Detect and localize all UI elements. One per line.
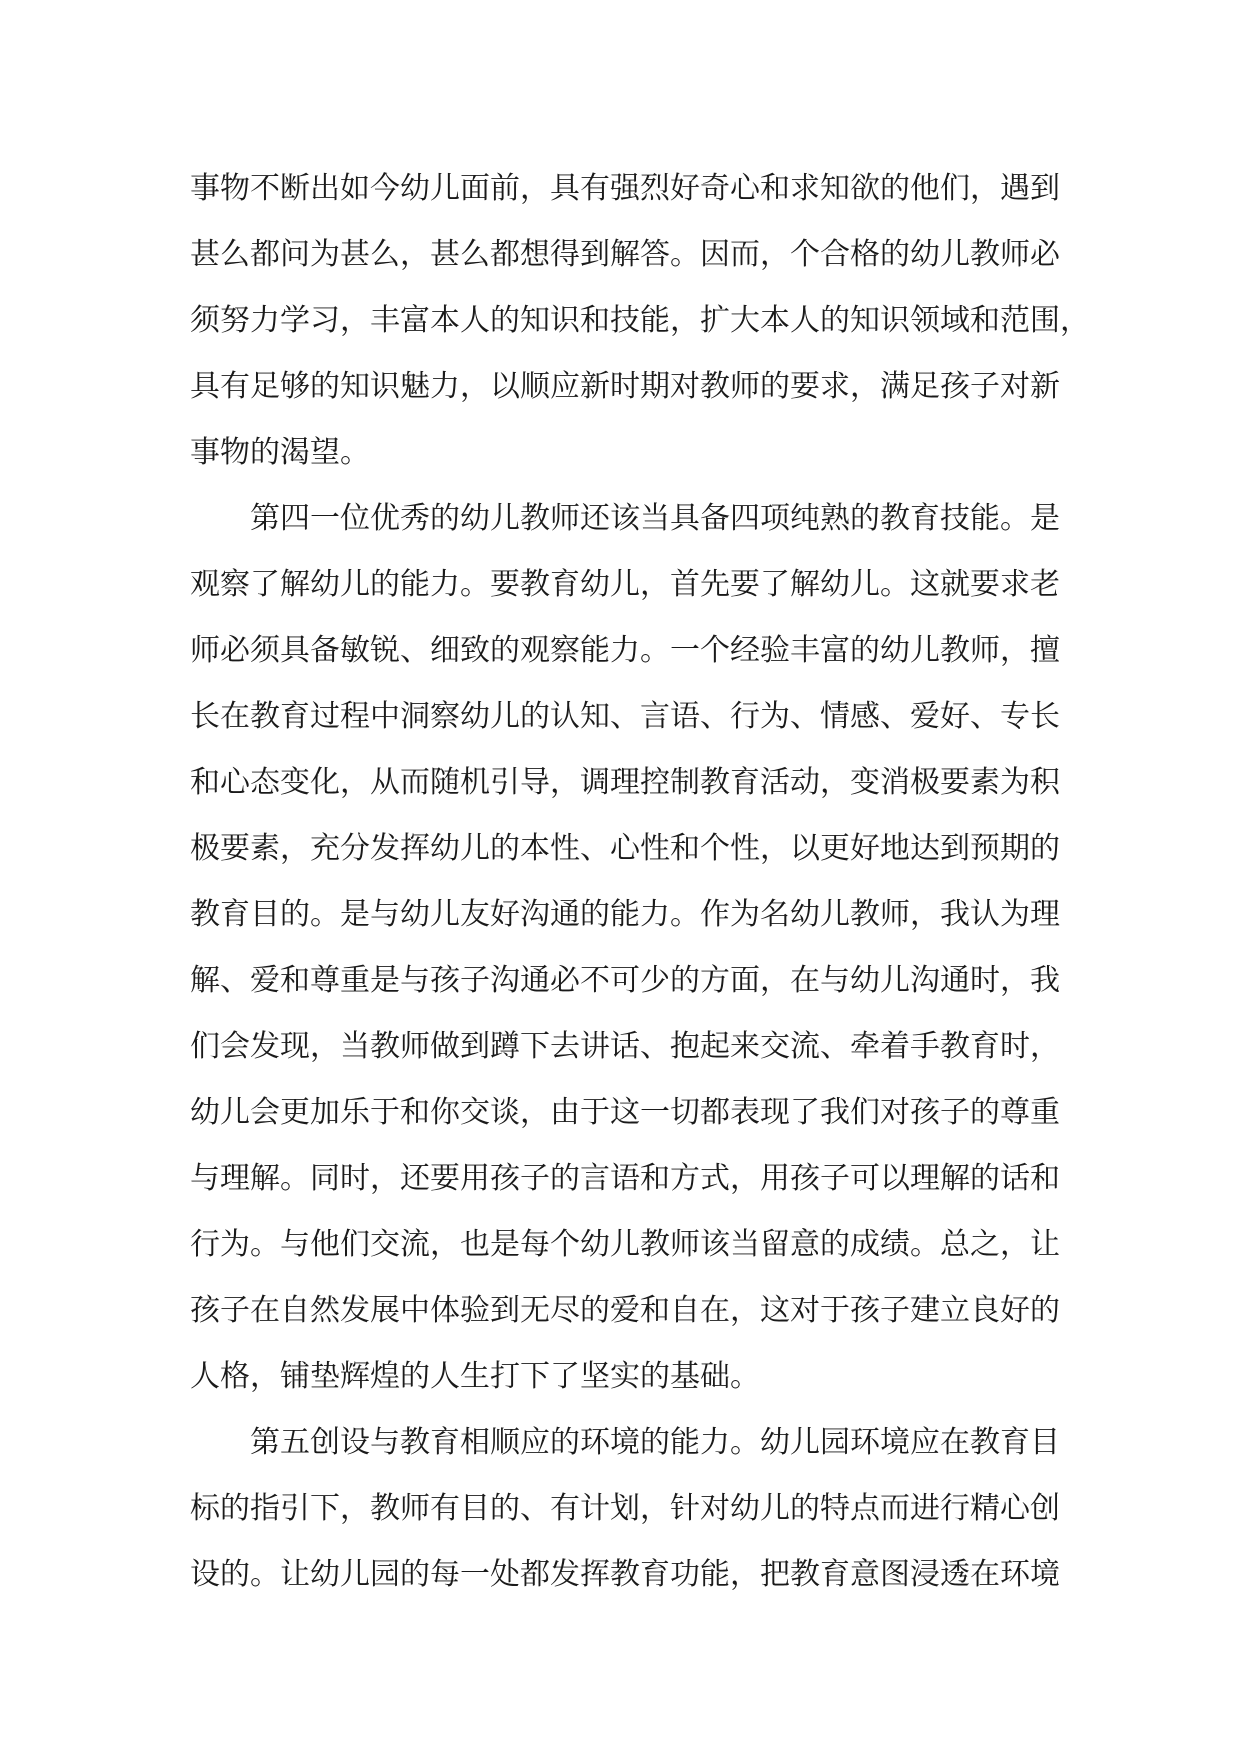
text-line: 师必须具备敏锐、细致的观察能力。一个经验丰富的幼儿教师，擅 bbox=[190, 633, 1060, 668]
text-line: 第五创设与教育相顺应的环境的能力。幼儿园环境应在教育目 bbox=[250, 1425, 1060, 1460]
text-line: 标的指引下，教师有目的、有计划，针对幼儿的特点而进行精心创 bbox=[190, 1491, 1060, 1526]
text-line: 和心态变化，从而随机引导，调理控制教育活动，变消极要素为积 bbox=[190, 765, 1060, 800]
document-body bbox=[190, 156, 1090, 1608]
text-line: 幼儿会更加乐于和你交谈，由于这一切都表现了我们对孩子的尊重 bbox=[190, 1095, 1060, 1130]
text-line: 事物的渴望。 bbox=[190, 435, 370, 470]
text-line: 甚么都问为甚么，甚么都想得到解答。因而，个合格的幼儿教师必 bbox=[190, 237, 1060, 272]
text-line: 与理解。同时，还要用孩子的言语和方式，用孩子可以理解的话和 bbox=[190, 1161, 1060, 1196]
text-line: 孩子在自然发展中体验到无尽的爱和自在，这对于孩子建立良好的 bbox=[190, 1293, 1060, 1328]
text-line: 们会发现，当教师做到蹲下去讲话、抱起来交流、牵着手教育时， bbox=[190, 1029, 1060, 1064]
text-line: 观察了解幼儿的能力。要教育幼儿，首先要了解幼儿。这就要求老 bbox=[190, 567, 1060, 602]
paragraph-1 bbox=[190, 156, 1090, 486]
text-line: 事物不断出如今幼儿面前，具有强烈好奇心和求知欲的他们，遇到 bbox=[190, 171, 1060, 206]
text-line: 须努力学习，丰富本人的知识和技能，扩大本人的知识领域和范围， bbox=[190, 303, 1090, 338]
text-line: 极要素，充分发挥幼儿的本性、心性和个性，以更好地达到预期的 bbox=[190, 831, 1060, 866]
text-line: 长在教育过程中洞察幼儿的认知、言语、行为、情感、爱好、专长 bbox=[190, 699, 1060, 734]
text-line: 人格，铺垫辉煌的人生打下了坚实的基础。 bbox=[190, 1359, 760, 1394]
text-line: 行为。与他们交流，也是每个幼儿教师该当留意的成绩。总之，让 bbox=[190, 1227, 1060, 1262]
paragraph-2 bbox=[190, 486, 1060, 1410]
text-line: 教育目的。是与幼儿友好沟通的能力。作为名幼儿教师，我认为理 bbox=[190, 897, 1060, 932]
text-line: 第四一位优秀的幼儿教师还该当具备四项纯熟的教育技能。是 bbox=[250, 501, 1060, 536]
text-line: 设的。让幼儿园的每一处都发挥教育功能，把教育意图浸透在环境 bbox=[190, 1557, 1060, 1592]
text-line: 解、爱和尊重是与孩子沟通必不可少的方面，在与幼儿沟通时，我 bbox=[190, 963, 1060, 998]
paragraph-3 bbox=[190, 1410, 1060, 1608]
text-line: 具有足够的知识魅力，以顺应新时期对教师的要求，满足孩子对新 bbox=[190, 369, 1060, 404]
